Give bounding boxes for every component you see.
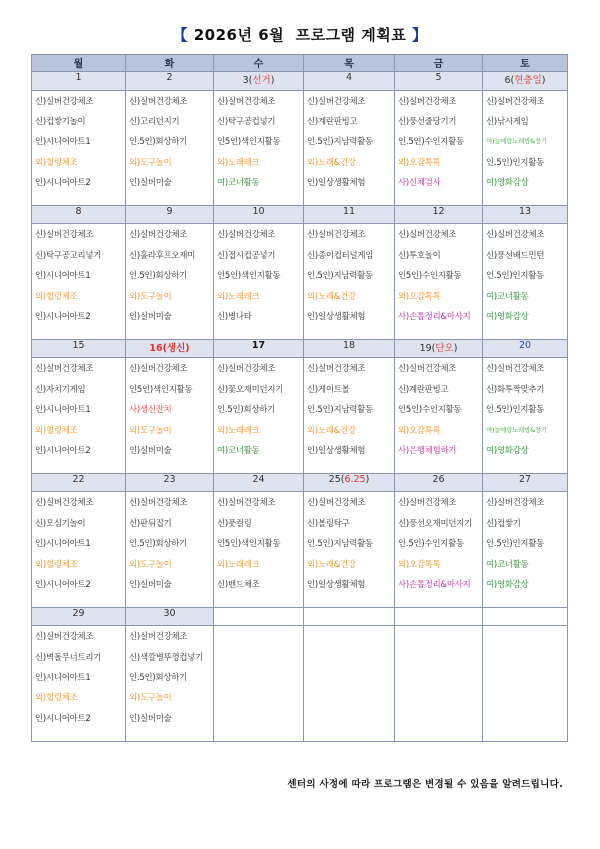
date-label: 26 [432,474,445,486]
activity-item: 외)힐링체조 [35,424,78,435]
empty-date-cell [483,608,568,626]
date-cell [304,474,395,492]
activity-cell [126,224,214,340]
activity-cell [395,358,483,474]
activity-item: 인.5인)회상하기 [217,404,275,415]
activity-cell [395,224,483,340]
activity-item: 인.5인)지남력활동 [307,538,373,549]
activity-item: 인.5인)인지활동 [486,156,544,167]
date-label: 11 [342,206,356,218]
date-label: 6.25 [344,474,366,486]
date-cell [395,72,483,90]
activity-item: 신)실버건강체조 [35,497,94,508]
activity-item: 신)실버건강체조 [35,95,94,106]
activity-item: 외)오감톡톡 [398,558,441,569]
date-cell [483,72,568,90]
activity-item: 신)탁구공고리넣기 [35,249,102,260]
activity-item: 외)오감톡톡 [398,424,441,435]
activity-item: 여)영화감상 [486,445,529,456]
activity-item: 사)손톱정리&마사지 [398,578,471,589]
date-cell [483,474,568,492]
date-cell [126,474,214,492]
activity-item: 신)실버건강체조 [129,95,188,106]
activity-item: 신)모심기놀이 [35,517,86,528]
date-label: 10 [252,206,265,218]
activity-item: 신)실버건강체조 [129,631,188,642]
activity-item: 신)실버건강체조 [129,497,188,508]
date-cell [214,72,304,90]
activity-item: 사)생신잔치 [129,404,172,415]
activity-item: 사)손톱정리&마사지 [398,311,471,322]
activity-item: 신)실버건강체조 [307,229,366,240]
activity-cell [304,224,395,340]
date-label: 23 [163,474,176,486]
date-cell [32,474,126,492]
weekday-header-row [32,55,568,72]
activity-item: 인)실버미술 [129,445,172,456]
activity-item: 신)실버건강체조 [398,229,457,240]
date-label: 단오 [435,343,454,355]
date-cell [395,340,483,358]
activity-item: 신)실버건강체조 [398,497,457,508]
activity-cell [126,90,214,206]
activity-item: 인)시니어아트1 [35,136,91,147]
activity-item: 인5인)색인지활동 [129,383,193,394]
date-cell [126,608,214,626]
empty-activity-cell [395,626,483,742]
date-label: 1 [75,72,82,84]
activity-item: 인.5인)회상하기 [129,136,187,147]
activity-item: 인5인)수인지활동 [398,404,462,415]
date-cell [126,206,214,224]
date-label: 16(생신) [149,343,190,355]
activity-item: 신)실버건강체조 [486,95,545,106]
activity-item: 외)노래&건강 [307,558,356,569]
activity-item: 인)시니어아트1 [35,538,91,549]
activity-item: 신)실버건강체조 [307,497,366,508]
activity-item: 인)일상생활체험 [307,445,366,456]
date-cell [304,340,395,358]
activity-item: 여)늘예랑노래방&장기 [486,137,547,146]
activity-item: 신)탁구공컵넣기 [217,115,276,126]
activity-row [32,492,568,608]
activity-item: 외)힐링체조 [35,692,78,703]
activity-item: 외)도구놀이 [129,290,172,301]
activity-cell [304,358,395,474]
weekday-fri: 금 [395,55,483,72]
activity-cell [304,90,395,206]
activity-item: 신)홀라후프오재미 [129,249,196,260]
activity-cell [32,492,126,608]
activity-item: 신)벽돌무너트리기 [35,651,102,662]
date-label: 12 [432,206,445,218]
date-label: 25( [328,474,345,486]
date-label: 2 [166,72,173,84]
date-label: ) [453,343,458,355]
weekday-sat: 토 [483,55,568,72]
date-label: 8 [75,206,82,218]
activity-item: 외)노래레크 [217,156,260,167]
activity-item: 신)자치기게임 [35,383,86,394]
date-cell [214,474,304,492]
activity-item: 인.5인)지남력활동 [307,270,373,281]
activity-item: 신)판뒤집기 [129,517,172,528]
date-label: 15 [72,340,85,352]
activity-item: 외)노래&건강 [307,424,356,435]
date-label: 27 [518,474,532,486]
activity-item: 신)실버건강체조 [398,363,457,374]
activity-item: 여)영화감상 [486,311,529,322]
activity-item: 신)꽃오재미던지기 [217,383,284,394]
date-cell [483,340,568,358]
activity-item: 여)영화감상 [486,578,529,589]
activity-item: 신)컵쌓기 [486,517,521,528]
weekday-tue: 화 [126,55,214,72]
activity-item: 인)시니어아트2 [35,445,91,456]
empty-date-cell [395,608,483,626]
date-label: 6( [504,75,515,87]
date-row [32,474,568,492]
activity-item: 인)시니어아트1 [35,404,91,415]
date-label: 18 [342,340,356,352]
activity-item: 인.5인)인지활동 [486,538,544,549]
activity-item: 인)실버미술 [129,311,172,322]
activity-item: 인)실버미술 [129,578,172,589]
page-title [0,24,600,45]
activity-item: 여)영화감상 [486,177,529,188]
activity-item: 신)실버건강체조 [217,497,276,508]
activity-item: 외)도구놀이 [129,156,172,167]
date-label: 19( [419,343,436,355]
activity-cell [395,90,483,206]
activity-cell [126,626,214,742]
date-label: 9 [166,206,173,218]
activity-item: 인)시니어아트1 [35,672,91,683]
date-cell [395,206,483,224]
activity-row [32,90,568,206]
activity-cell [126,358,214,474]
date-cell [214,206,304,224]
activity-item: 신)색깔병뚜껑컵넣기 [129,651,204,662]
date-cell [304,72,395,90]
activity-item: 신)낚시게임 [486,115,529,126]
activity-item: 신)컵쌓기놀이 [35,115,86,126]
activity-cell [32,224,126,340]
activity-item: 여)코너활동 [486,558,529,569]
date-cell [304,206,395,224]
date-cell [32,608,126,626]
activity-item: 외)노래레크 [217,424,260,435]
date-cell [395,474,483,492]
activity-item: 신)실버건강체조 [217,363,276,374]
activity-item: 신)계란판빙고 [398,383,449,394]
activity-item: 인)시니어아트2 [35,177,91,188]
activity-item: 인.5인)수인지활동 [398,538,464,549]
date-row [32,206,568,224]
date-label: ) [541,75,546,87]
date-label: 4 [345,72,353,84]
activity-item: 신)실버건강체조 [486,363,545,374]
activity-item: 인)일상생활체험 [307,311,366,322]
activity-row [32,626,568,742]
activity-item: 인.5인)지남력활동 [307,404,373,415]
activity-item: 신)화투짝맞추기 [486,383,545,394]
empty-activity-cell [214,626,304,742]
date-cell [214,340,304,358]
date-cell [32,340,126,358]
footer-note: 센터의 사정에 따라 프로그램은 변경될 수 있음을 알려드립니다. [287,779,563,790]
date-cell [126,340,214,358]
activity-cell [483,224,568,340]
activity-cell [483,90,568,206]
activity-cell [32,358,126,474]
title-text: 2026년 6월 프로그램 계획표 [193,26,407,44]
activity-item: 외)도구놀이 [129,558,172,569]
activity-item: 신)접시컵공넣기 [217,249,276,260]
empty-date-cell [304,608,395,626]
activity-item: 인.5인)수인지활동 [398,136,464,147]
date-label: ) [365,474,370,486]
activity-cell [32,626,126,742]
date-cell [126,72,214,90]
weekday-mon: 월 [32,55,126,72]
activity-item: 신)게이트볼 [307,383,350,394]
activity-item: 인)시니어아트2 [35,311,91,322]
activity-cell [214,492,304,608]
activity-item: 인)시니어아트2 [35,712,91,723]
activity-item: 인)시니어아트1 [35,270,91,281]
activity-cell [395,492,483,608]
activity-cell [32,90,126,206]
date-label: 22 [72,474,85,486]
activity-item: 신)풍선줄당기기 [398,115,457,126]
date-row [32,72,568,90]
activity-item: 인.5인)지남력활동 [307,136,373,147]
activity-item: 외)노래&건강 [307,290,356,301]
activity-item: 신)실버건강체조 [307,95,366,106]
activity-item: 신)실버건강체조 [217,95,276,106]
activity-item: 외)오감톡톡 [398,290,441,301]
activity-item: 인5인)색인지활동 [217,270,281,281]
empty-date-cell [214,608,304,626]
activity-item: 인)실버미술 [129,177,172,188]
activity-item: 신)볼링탁구 [307,517,350,528]
activity-item: 신)실버건강체조 [307,363,366,374]
date-label: 선거 [252,75,271,87]
activity-item: 외)힐링체조 [35,156,78,167]
activity-row [32,358,568,474]
activity-item: 인.5인)인지활동 [486,270,544,281]
activity-item: 신)투호놀이 [398,249,441,260]
activity-item: 신)풋컬링 [217,517,252,528]
empty-activity-cell [304,626,395,742]
activity-item: 외)도구놀이 [129,424,172,435]
title-right-bracket: 】 [411,26,428,44]
activity-cell [214,224,304,340]
date-cell [483,206,568,224]
date-label: 30 [163,608,176,619]
activity-item: 인5인)색인지활동 [217,538,281,549]
date-cell [32,72,126,90]
activity-item: 신)실버건강체조 [486,497,545,508]
date-label: ) [270,75,275,87]
activity-item: 신)계란판빙고 [307,115,358,126]
date-row [32,340,568,358]
activity-cell [304,492,395,608]
activity-item: 외)오감톡톡 [398,156,441,167]
activity-row [32,224,568,340]
activity-item: 인5인)수인지활동 [398,270,462,281]
activity-item: 외)도구놀이 [129,692,172,703]
activity-item: 신)실버건강체조 [35,229,94,240]
activity-item: 신)실버건강체조 [35,631,94,642]
activity-cell [483,492,568,608]
date-label: 20 [518,340,532,352]
weekday-wed: 수 [214,55,304,72]
date-cell [32,206,126,224]
activity-item: 인)일상생활체험 [307,578,366,589]
activity-cell [214,358,304,474]
title-left-bracket: 【 [172,26,189,44]
activity-cell [483,358,568,474]
activity-item: 신)실버건강체조 [129,363,188,374]
date-label: 3( [242,75,253,87]
date-label: 현충일 [514,75,542,87]
activity-item: 외)힐링체조 [35,558,78,569]
activity-item: 신)종이컵터널게임 [307,249,374,260]
date-label: 29 [72,608,85,619]
activity-item: 외)노래레크 [217,290,260,301]
activity-item: 신)실버건강체조 [398,95,457,106]
activity-item: 인)실버미술 [129,712,172,723]
activity-item: 인.5인)인지활동 [486,404,544,415]
activity-item: 외)노래&건강 [307,156,356,167]
activity-item: 신)실버건강체조 [486,229,545,240]
activity-item: 신)실버건강체조 [35,363,94,374]
activity-item: 외)힐링체조 [35,290,78,301]
activity-item: 여)늘예랑노래방&장기 [486,425,547,434]
activity-item: 사)은행체험하기 [398,445,457,456]
date-label: 5 [435,72,442,84]
activity-item: 신)고리던지기 [129,115,180,126]
activity-item: 신)실버건강체조 [129,229,188,240]
activity-item: 인)일상생활체험 [307,177,366,188]
program-calendar [31,54,568,742]
empty-activity-cell [483,626,568,742]
date-row [32,608,568,626]
activity-item: 여)코너활동 [217,445,260,456]
date-label: 17 [251,340,266,352]
activity-item: 인.5인)회상하기 [129,538,187,549]
weekday-thu: 목 [304,55,395,72]
activity-item: 신)풍선배드민턴 [486,249,545,260]
activity-item: 인.5인)회상하기 [129,270,187,281]
date-label: 13 [518,206,532,218]
activity-item: 인)시니어아트2 [35,578,91,589]
activity-item: 인.5인)회상하기 [129,672,187,683]
activity-cell [126,492,214,608]
activity-item: 신)풍선오재미던지기 [398,517,473,528]
activity-item: 신)밴드체조 [217,578,260,589]
activity-item: 신)실버건강체조 [217,229,276,240]
activity-item: 여)코너활동 [486,290,529,301]
activity-item: 여)코너활동 [217,177,260,188]
date-label: 24 [252,474,265,486]
activity-cell [214,90,304,206]
activity-item: 신)병나타 [217,311,252,322]
activity-item: 인5인)색인지활동 [217,136,281,147]
activity-item: 외)노래레크 [217,558,260,569]
activity-item: 사)신체검사 [398,177,441,188]
